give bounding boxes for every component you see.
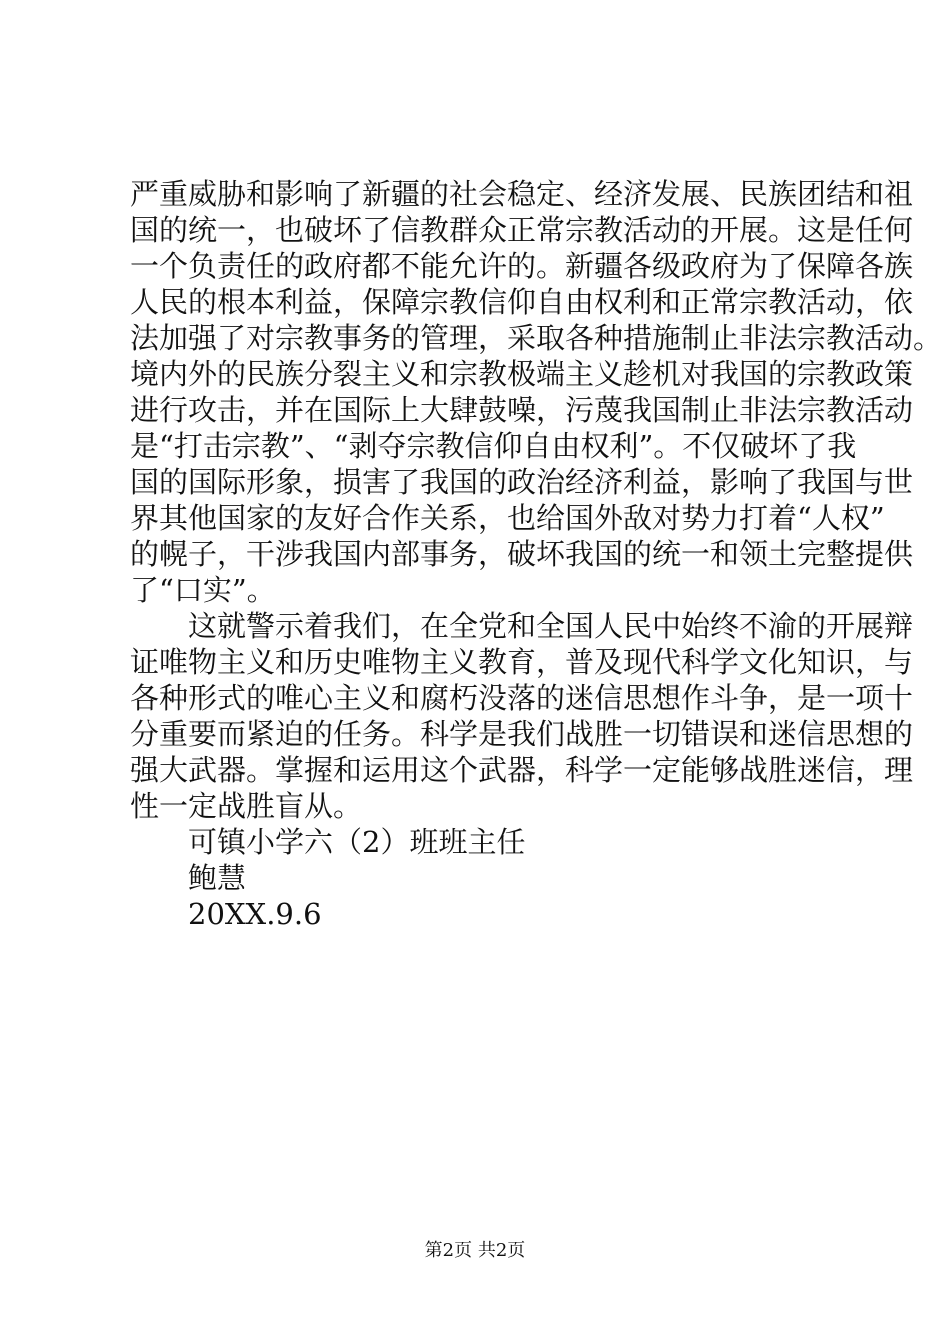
signature-date: 20XX.9.6 [130,897,322,931]
body-line: 界其他国家的友好合作关系，也给国外敌对势力打着“人权” [130,501,885,535]
body-line: 证唯物主义和历史唯物主义教育，普及现代科学文化知识，与 [130,645,914,679]
body-line: 的幌子，干涉我国内部事务，破坏我国的统一和领土完整提供 [130,537,914,571]
body-line: 进行攻击，并在国际上大肆鼓噪，污蔑我国制止非法宗教活动 [130,393,914,427]
body-line: 是“打击宗教”、“剥夺宗教信仰自由权利”。不仅破坏了我 [130,429,857,463]
signature-name: 鲍慧 [130,861,247,895]
body-line: 境内外的民族分裂主义和宗教极端主义趁机对我国的宗教政策 [130,357,914,391]
body-line: 了“口实”。 [130,573,276,607]
body-line: 这就警示着我们，在全党和全国人民中始终不渝的开展辩 [130,609,914,643]
body-line: 分重要而紧迫的任务。科学是我们战胜一切错误和迷信思想的 [130,717,914,751]
body-line: 性一定战胜盲从。 [130,789,363,823]
body-line: 各种形式的唯心主义和腐朽没落的迷信思想作斗争，是一项十 [130,681,914,715]
body-line: 国的国际形象，损害了我国的政治经济利益，影响了我国与世 [130,465,914,499]
body-line: 严重威胁和影响了新疆的社会稳定、经济发展、民族团结和祖 [130,177,914,211]
body-line: 国的统一，也破坏了信教群众正常宗教活动的开展。这是任何 [130,213,914,247]
body-line: 强大武器。掌握和运用这个武器，科学一定能够战胜迷信，理 [130,753,914,787]
body-line: 人民的根本利益，保障宗教信仰自由权利和正常宗教活动，依 [130,285,914,319]
page-footer: 第2页 共2页 [424,1240,526,1261]
signature-school-class: 可镇小学六（2）班班主任 [130,825,526,859]
body-line: 法加强了对宗教事务的管理，采取各种措施制止非法宗教活动。 [130,321,943,355]
body-line: 一个负责任的政府都不能允许的。新疆各级政府为了保障各族 [130,249,914,283]
